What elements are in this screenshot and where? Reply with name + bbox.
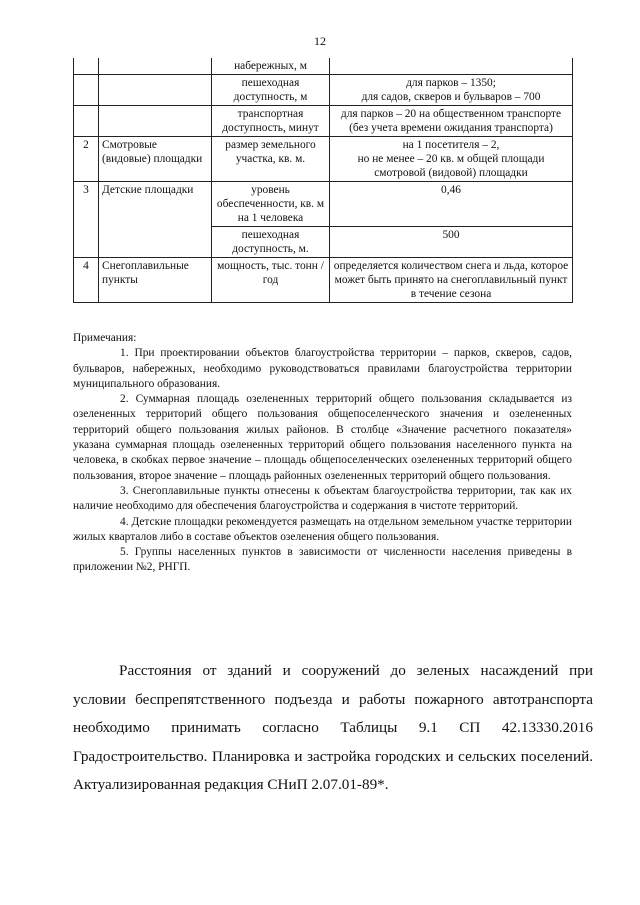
indicator: пешеходная доступность, м (212, 75, 330, 106)
notes-heading: Примечания: (73, 332, 137, 344)
value-line: для садов, скверов и бульваров – 700 (361, 91, 541, 103)
indicator: мощность, тыс. тонн / год (212, 258, 330, 303)
object-name-empty (99, 75, 212, 106)
note-item: 1. При проектировании объектов благоустройства территории – парков, скверов, садов, бульваров, набережных, необходимо руководствоваться правилами благоустройства территории муниципального образования. (73, 347, 572, 390)
row-number (74, 58, 99, 75)
body-paragraph: Расстояния от зданий и сооружений до зеленых насаждений при условии беспрепятственного подъезда и работы пожарного автотранспорта необходимо принимать согласно Таблицы 9.1 СП 42.13330.2016 Градостроительство. Планировка и застройка городских и сельских поселений. Актуализированная редакция СНиП 2.07.01-89*. (73, 662, 593, 794)
value: 0,46 (330, 182, 573, 227)
object-name: Снегоплавильные пункты (99, 258, 212, 303)
indicator: транспортная доступность, минут (212, 106, 330, 137)
note-item: 4. Детские площадки рекомендуется размещать на отдельном земельном участке территории жилых кварталов либо в составе объектов озеленения общего пользования. (73, 515, 572, 543)
object-name (99, 58, 212, 75)
note-item: 3. Снегоплавильные пункты отнесены к объектам благоустройства территории, так как их наличие необходимо для обеспечения благоустройства и содержания в чистоте территорий. (73, 484, 572, 513)
indicator: уровень обеспеченности, кв. м на 1 человека (212, 182, 330, 227)
body-text (73, 657, 593, 800)
object-name: Детские площадки (99, 182, 212, 258)
norms-table (73, 58, 573, 303)
object-name-empty (99, 106, 212, 137)
table-row (74, 182, 573, 227)
value (330, 137, 573, 182)
value: определяется количеством снега и льда, которое может быть принято на снегоплавильный пункт в течение сезона (330, 258, 573, 303)
object-name: Смотровые (видовые) площадки (99, 137, 212, 182)
note-item: 5. Группы населенных пунктов в зависимости от численности населения приведены в приложении №2, РНГП. (73, 546, 572, 574)
value-line: на 1 посетителя – 2, (402, 139, 500, 151)
value-line: для парков – 1350; (406, 77, 496, 89)
indicator: пешеходная доступность, м. (212, 227, 330, 258)
value: для парков – 20 на общественном транспорте (без учета времени ожидания транспорта) (330, 106, 573, 137)
note-item: 2. Суммарная площадь озелененных территорий общего пользования складывается из озелененных территорий общего пользования общепоселенческого значения и озелененных территорий общего пользования жилых районов. В столбце «Значение расчетного показателя» указана суммарная площадь озелененных территорий общего пользования населенного пункта на человека, в скобках первое значение – площадь общепоселенческих озелененных территорий общего пользования, второе значение – площадь районных озелененных территорий общего пользования. (73, 393, 572, 482)
indicator: размер земельного участка, кв. м. (212, 137, 330, 182)
row-number-empty (74, 106, 99, 137)
table-row (74, 137, 573, 182)
value: 500 (330, 227, 573, 258)
row-number: 4 (74, 258, 99, 303)
row-number-empty (74, 75, 99, 106)
row-number: 3 (74, 182, 99, 258)
value (330, 58, 573, 75)
value (330, 75, 573, 106)
page-number: 12 (314, 34, 326, 48)
indicator: набережных, м (212, 58, 330, 75)
table-row (74, 58, 573, 75)
value-line: но не менее – 20 кв. м общей площади смотровой (видовой) площадки (357, 153, 545, 179)
notes-section (73, 331, 572, 576)
table-row (74, 75, 573, 106)
table-row (74, 106, 573, 137)
row-number: 2 (74, 137, 99, 182)
table-row (74, 258, 573, 303)
